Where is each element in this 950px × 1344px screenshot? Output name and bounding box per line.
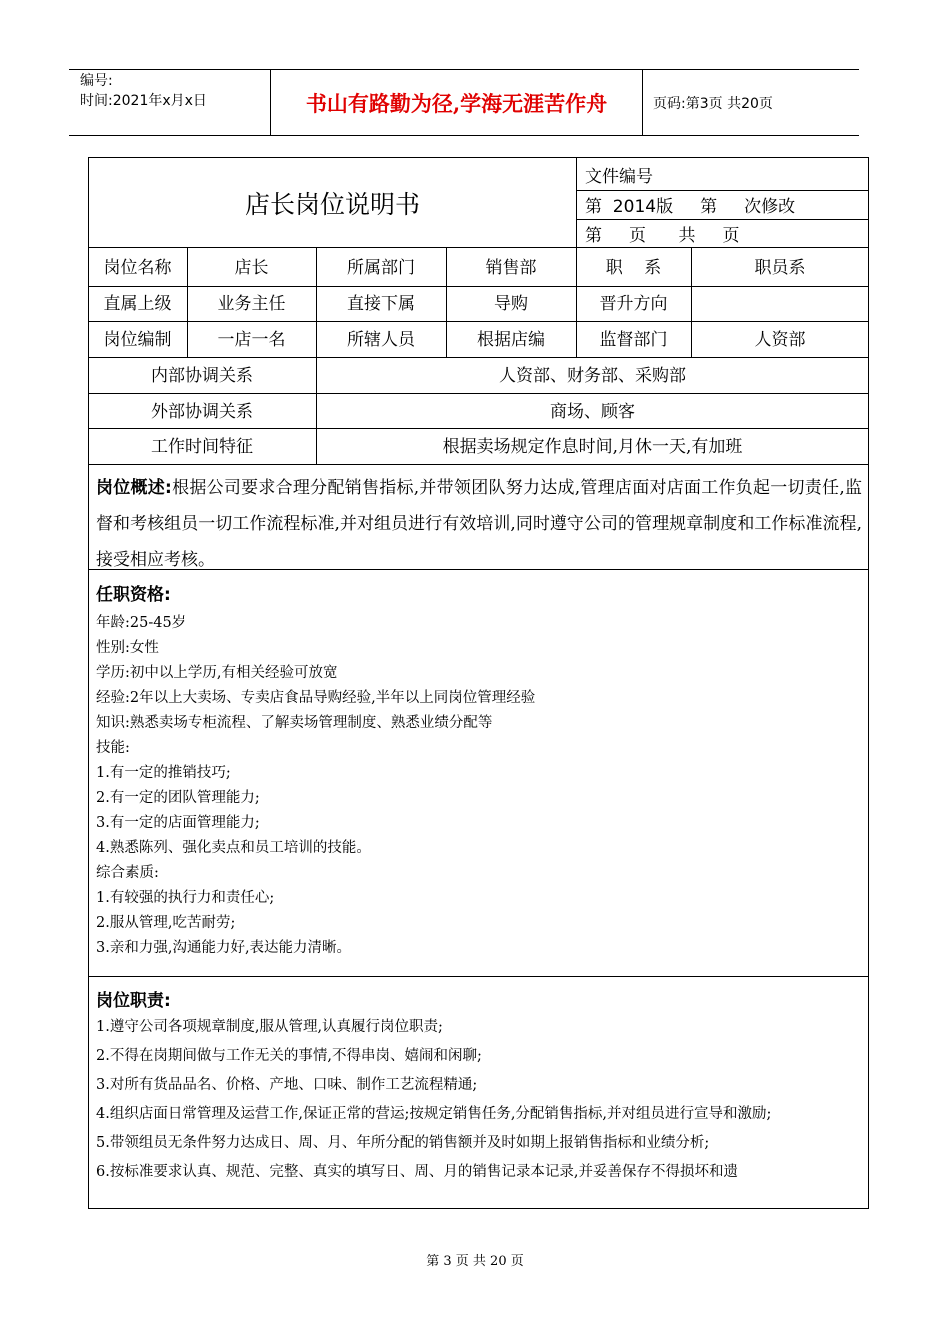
qualifications-list [96, 611, 862, 961]
list-item: 4.熟悉陈列、强化卖点和员工培训的技能。 [96, 840, 371, 856]
file-number-label: 文件编号 [585, 167, 653, 187]
list-item: 综合素质: [96, 865, 159, 881]
table-line [88, 464, 869, 465]
table-line [88, 247, 869, 248]
table-line [88, 428, 869, 429]
table-line [576, 190, 869, 191]
table-line [316, 247, 317, 464]
doc-number-label: 编号: [80, 73, 113, 89]
overview-label: 岗位概述: [96, 478, 172, 498]
header-page-info: 页码:第3页 共20页 [653, 96, 773, 112]
list-item: 性别:女性 [96, 640, 159, 656]
list-item: 5.带领组员无条件努力达成日、周、月、年所分配的销售额并及时如期上报销售指标和业绩分析; [96, 1135, 710, 1151]
list-item: 知识:熟悉卖场专柜流程、了解卖场管理制度、熟悉业绩分配等 [96, 715, 493, 731]
page-line: 第 页 共 页 [585, 226, 740, 246]
label-promotion-path: 晋升方向 [599, 294, 668, 314]
value-internal-coordination: 人资部、财务部、采购部 [499, 366, 686, 386]
list-item: 3.亲和力强,沟通能力好,表达能力清晰。 [96, 940, 352, 956]
value-department: 销售部 [485, 258, 537, 278]
duties-list [96, 1013, 862, 1208]
value-work-hours: 根据卖场规定作息时间,月休一天,有加班 [442, 437, 743, 457]
value-job-family: 职员系 [754, 258, 806, 278]
label-direct-subordinate: 直接下属 [347, 294, 415, 314]
label-direct-superior: 直属上级 [103, 294, 172, 314]
duties-title: 岗位职责: [96, 991, 171, 1011]
list-item: 学历:初中以上学历,有相关经验可放宽 [96, 665, 338, 681]
label-headcount: 岗位编制 [103, 330, 172, 350]
header-divider [642, 69, 643, 136]
table-line [88, 393, 869, 394]
list-item: 3.对所有货品品名、价格、产地、口味、制作工艺流程精通; [96, 1077, 478, 1093]
document-title: 店长岗位说明书 [244, 190, 420, 219]
value-direct-subordinate: 导购 [494, 294, 528, 314]
value-supervising-dept: 人资部 [754, 330, 806, 350]
label-supervising-dept: 监督部门 [599, 330, 668, 350]
list-item: 2.服从管理,吃苦耐劳; [96, 915, 236, 931]
list-item: 2.有一定的团队管理能力; [96, 790, 260, 806]
page-footer: 第 3 页 共 20 页 [426, 1254, 524, 1269]
qualifications-title: 任职资格: [96, 585, 171, 605]
list-item: 1.遵守公司各项规章制度,服从管理,认真履行岗位职责; [96, 1019, 443, 1035]
table-line [88, 357, 869, 358]
value-headcount: 一店一名 [217, 330, 286, 350]
list-item: 经验:2年以上大卖场、专卖店食品导购经验,半年以上同岗位管理经验 [96, 690, 536, 706]
list-item: 1.有较强的执行力和责任心; [96, 890, 275, 906]
list-item: 1.有一定的推销技巧; [96, 765, 231, 781]
list-item: 6.按标准要求认真、规范、完整、真实的填写日、周、月的销售记录本记录,并妥善保存不得损坏和遗 [96, 1164, 738, 1180]
list-item: 3.有一定的店面管理能力; [96, 815, 260, 831]
label-staff-managed: 所辖人员 [347, 330, 415, 350]
list-item: 年龄:25-45岁 [96, 615, 187, 631]
header-bottom-rule [69, 135, 859, 136]
table-line [576, 157, 577, 247]
label-internal-coordination: 内部协调关系 [151, 366, 253, 386]
label-position-name: 岗位名称 [103, 258, 172, 278]
version-line: 第 2014版 第 次修改 [585, 197, 796, 217]
value-position-name: 店长 [234, 258, 269, 278]
overview-text: 根据公司要求合理分配销售指标,并带领团队努力达成,管理店面对店面工作负起一切责任,监督和考核组员一切工作流程标准,并对组员进行有效培训,同时遵守公司的管理规章制度和工作标准流程,接受相应考核。 [96, 478, 862, 570]
label-job-family: 职 系 [605, 258, 662, 278]
table-line [576, 219, 869, 220]
value-staff-managed: 根据店编 [477, 330, 545, 350]
table-line [88, 321, 869, 322]
value-external-coordination: 商场、顾客 [550, 402, 635, 422]
value-direct-superior: 业务主任 [217, 294, 286, 314]
header-top-rule [69, 69, 859, 70]
header-motto: 书山有路勤为径,学海无涯苦作舟 [305, 91, 608, 116]
label-work-hours: 工作时间特征 [151, 437, 253, 457]
list-item: 2.不得在岗期间做与工作无关的事情,不得串岗、嬉闹和闲聊; [96, 1048, 482, 1064]
list-item: 技能: [96, 740, 130, 756]
list-item: 4.组织店面日常管理及运营工作,保证正常的营运;按规定销售任务,分配销售指标,并对组员进行宣导和激励; [96, 1106, 772, 1122]
table-line [88, 286, 869, 287]
label-department: 所属部门 [347, 258, 415, 278]
doc-time-label: 时间:2021年x月x日 [80, 93, 207, 109]
table-line [88, 976, 869, 977]
label-external-coordination: 外部协调关系 [151, 402, 253, 422]
position-overview [96, 470, 862, 578]
